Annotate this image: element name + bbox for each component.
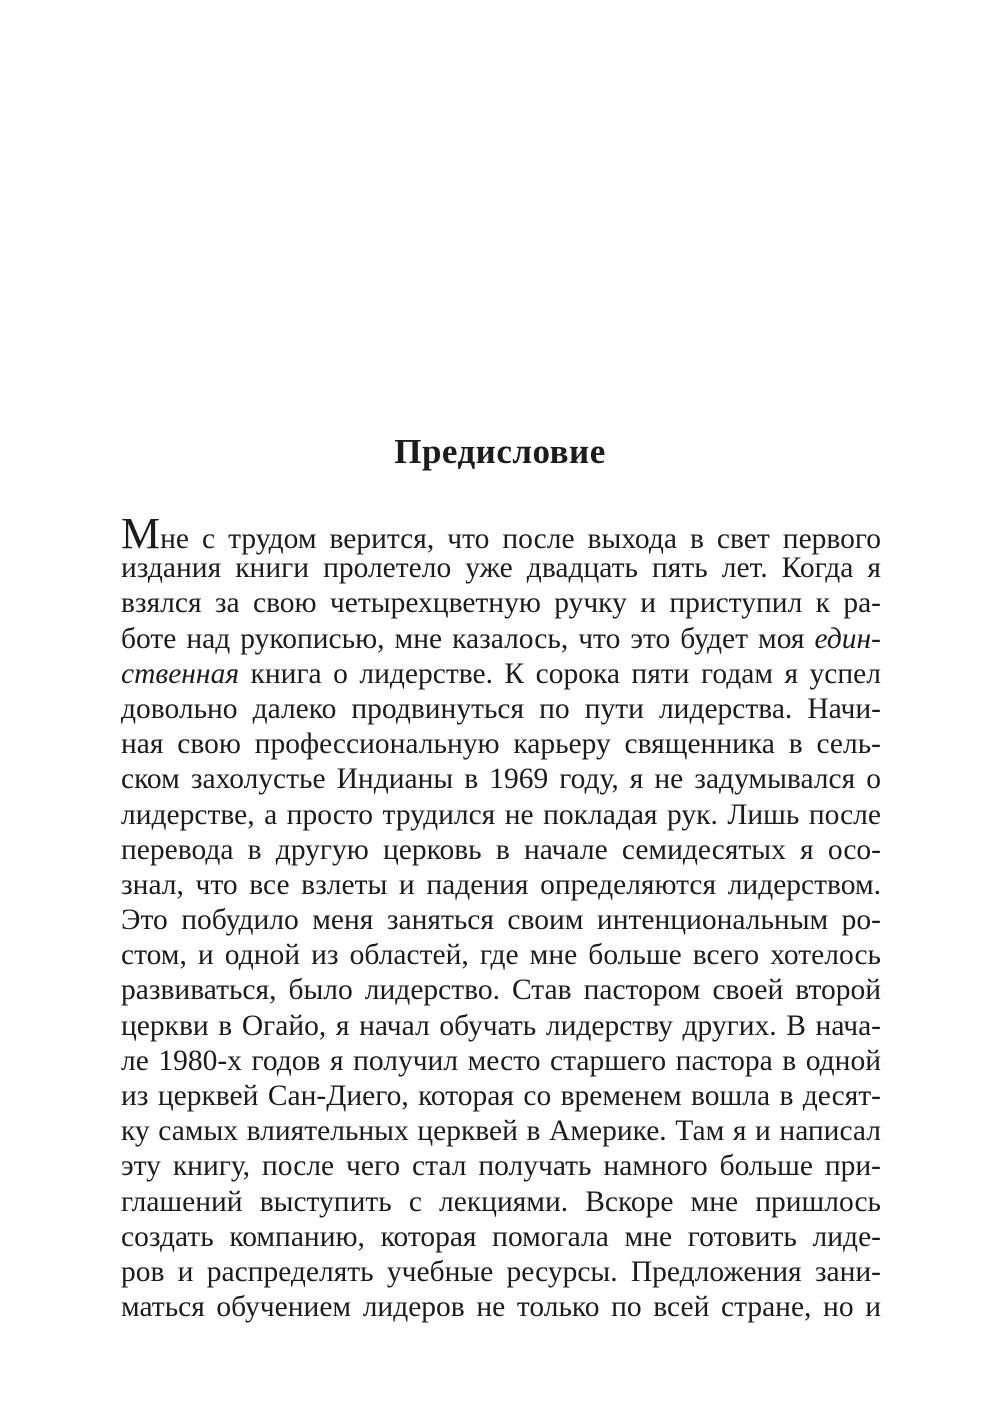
text-line-11: знал, что все взлеты и падения определяются лидерством. — [121, 868, 881, 901]
italic-word-part-1: един- — [814, 622, 882, 655]
text-line-4: боте над рукописью, мне казалось, что это будет моя един- — [121, 622, 882, 655]
text-line-7: ная свою профессиональную карьеру священника в сель- — [121, 728, 881, 761]
text-line-12: Это побудило меня заняться своим интенциональным ро- — [121, 904, 881, 937]
text-line-5: ственная книга о лидерстве. К сорока пяти годам я успел — [121, 657, 881, 690]
chapter-title: Предисловие — [394, 432, 606, 472]
text-line-17: из церквей Сан-Диего, которая со временем вошла в десят- — [121, 1080, 881, 1112]
text-line-14: развиваться, было лидерство. Став пастором своей второй — [121, 974, 881, 1007]
text-line-22: ров и распределять учебные ресурсы. Предложения зани- — [121, 1255, 881, 1288]
text-line-18: ку самых влиятельных церквей в Америке. Там я и написал — [121, 1115, 881, 1148]
text-line-2: издания книги пролетело уже двадцать пять лет. Когда я — [121, 552, 881, 585]
text-line-8: ском захолустье Индианы в 1969 году, я не задумывался о — [121, 763, 881, 796]
text-line-1: Мне с трудом верится, что после выхода в свет первого — [121, 509, 881, 558]
text-line-23: маться обучением лидеров не только по всей стране, но и — [121, 1291, 881, 1324]
body-text — [121, 509, 882, 1325]
text-line-21: создать компанию, которая помогала мне готовить лиде- — [121, 1220, 881, 1253]
text-line-10: перевода в другую церковь в начале семидесятых я осо- — [121, 833, 881, 866]
text-line-16: ле 1980-х годов я получил место старшего пастора в одной — [121, 1044, 881, 1077]
text-line-13: стом, и одной из областей, где мне больше всего хотелось — [121, 939, 881, 972]
text-line-20: глашений выступить с лекциями. Вскоре мне пришлось — [121, 1185, 881, 1218]
text-line-3: взялся за свою четырехцветную ручку и приступил к ра- — [121, 587, 881, 620]
text-line-6: довольно далеко продвинуться по пути лидерства. Начи- — [121, 692, 881, 725]
italic-word-part-2: ственная — [121, 657, 240, 690]
text-line-9: лидерстве, а просто трудился не покладая рук. Лишь после — [121, 798, 881, 831]
text-line-15: церкви в Огайо, я начал обучать лидерству других. В нача- — [121, 1009, 881, 1042]
text-line-19: эту книгу, после чего стал получать намного больше при- — [121, 1150, 881, 1183]
drop-cap: М — [121, 509, 161, 558]
